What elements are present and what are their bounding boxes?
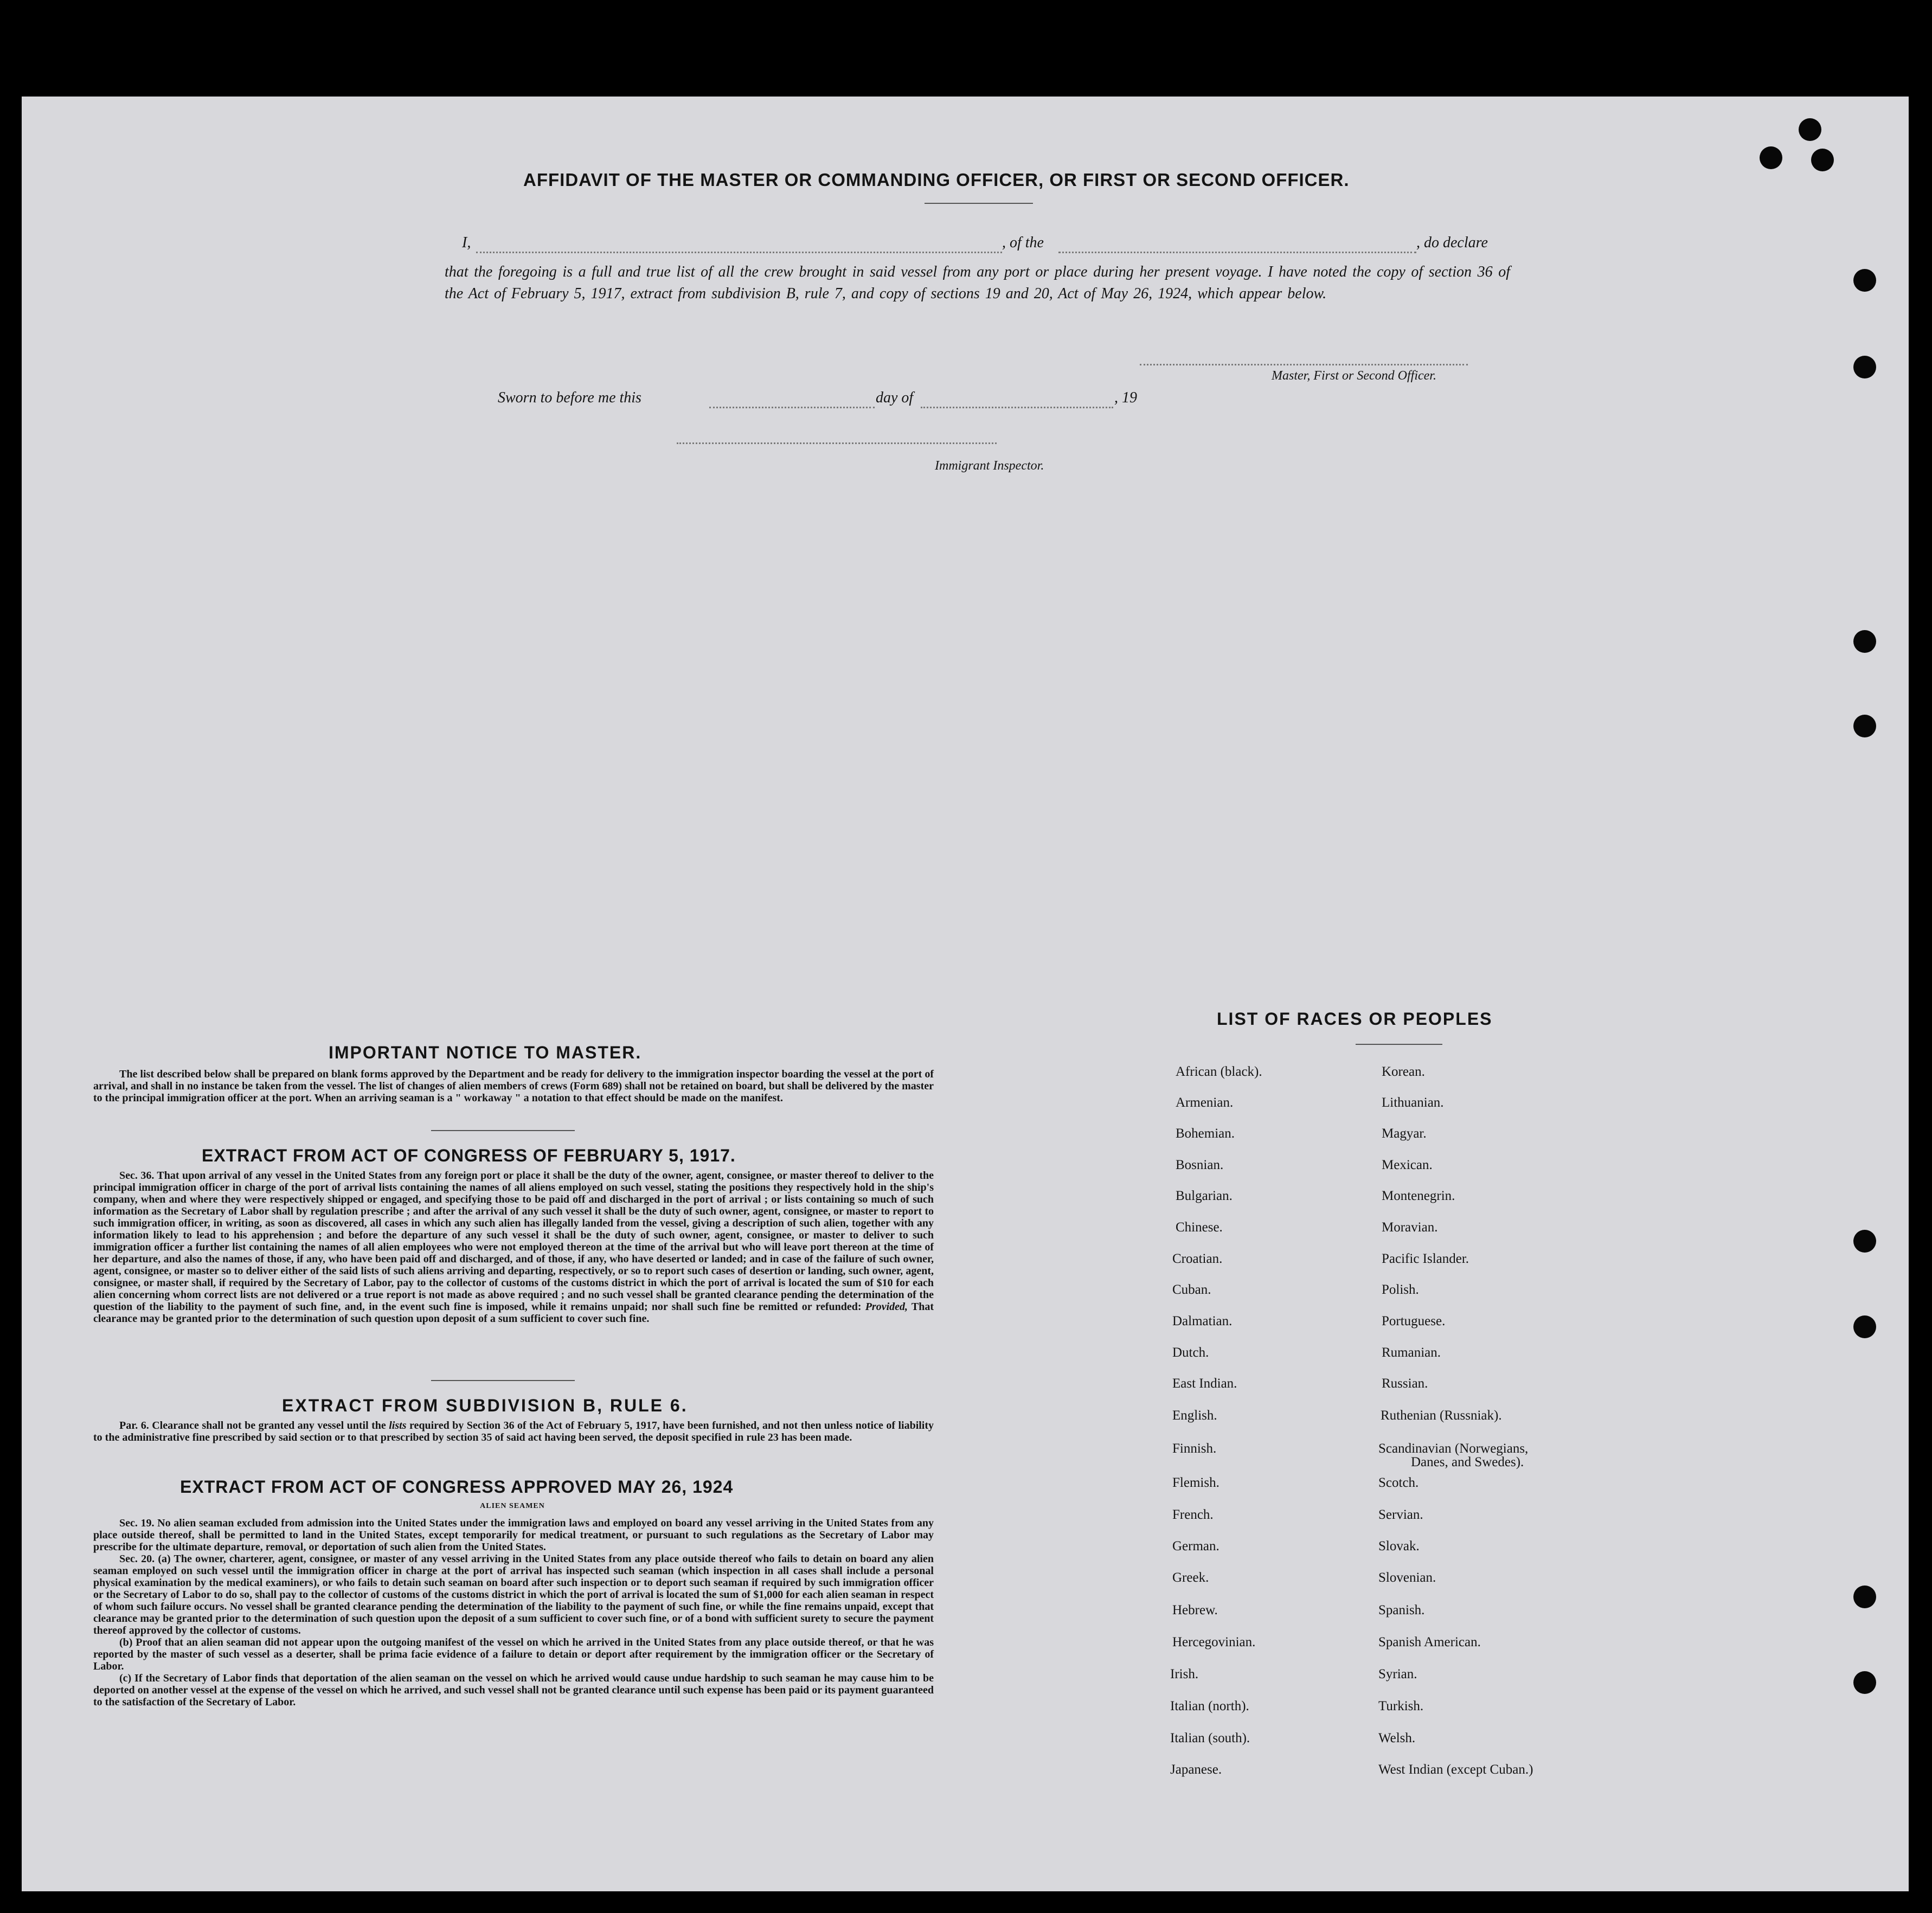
- sec-20-label: Sec. 20.: [119, 1553, 155, 1565]
- races-title: LIST OF RACES OR PEOPLES: [1217, 1009, 1493, 1029]
- race-item: Spanish.: [1378, 1603, 1425, 1617]
- sec-20a-text: (a) The owner, charterer, agent, consignee, or master of any vessel arriving in the United States from any place outside thereof who fails to detain on board any alien seaman employed on such vessel until the immigration officer in charge at the port of arrival has inspected such seaman (which inspection in all cases shall include a personal physical examination by the medical examiners), or who fails to detain such seaman on board after such inspection or to deport such seaman if required by such immigration officer or the Secretary of Labor to do so, shall pay to the collector of customs of the customs district in which the port of arrival is located the sum of $1,000 for each alien seaman in respect of whom such failure occurs. No vessel shall be granted clearance pending the determination of the liability to the payment of such fine, or while the fine remains unpaid, except that clearance may be granted prior to the determination of such question upon the deposit of a sum sufficient to cover such fine, or of a bond with sufficient surety to secure the payment thereof approved by the collector of customs.: [93, 1553, 934, 1636]
- race-item: Pacific Islander.: [1382, 1251, 1469, 1266]
- race-item: French.: [1172, 1507, 1214, 1522]
- race-item: African (black).: [1176, 1064, 1262, 1079]
- race-item: Lithuanian.: [1382, 1095, 1444, 1110]
- race-item: Slovak.: [1378, 1539, 1420, 1553]
- sec-20b-text: (b) Proof that an alien seaman did not appear upon the outgoing manifest of the vessel on which he arrived in the United States from any place outside thereof, or that he was reported by the master of such vessel as a deserter, shall be prima facie evidence of a failure to detain or deport after requirement by the immigration officer or the Secretary of Labor.: [93, 1636, 934, 1672]
- race-item: Polish.: [1382, 1282, 1419, 1297]
- race-item: Welsh.: [1378, 1731, 1416, 1745]
- race-item: Greek.: [1172, 1570, 1209, 1585]
- race-item: Bulgarian.: [1176, 1189, 1233, 1203]
- inspector-label: Immigrant Inspector.: [935, 459, 1044, 473]
- affidavit-declare-label: , do declare: [1416, 234, 1488, 251]
- race-item: East Indian.: [1172, 1376, 1237, 1391]
- divider: [1356, 1044, 1442, 1045]
- punch-hole: [1799, 118, 1821, 141]
- sworn-day-field[interactable]: [709, 407, 875, 408]
- affidavit-of-the-label: , of the: [1002, 234, 1044, 251]
- punch-hole: [1853, 356, 1876, 378]
- par-6-label: Par. 6.: [119, 1420, 149, 1431]
- race-item: Slovenian.: [1378, 1570, 1436, 1585]
- race-item: Syrian.: [1378, 1667, 1417, 1681]
- race-item: Montenegrin.: [1382, 1189, 1455, 1203]
- divider: [431, 1130, 575, 1131]
- race-item: Scotch.: [1378, 1475, 1419, 1490]
- punch-hole: [1853, 630, 1876, 653]
- extract-rule6-title: EXTRACT FROM SUBDIVISION B, RULE 6.: [282, 1396, 688, 1415]
- race-item: Dalmatian.: [1172, 1314, 1233, 1328]
- punch-hole: [1811, 149, 1834, 171]
- sec-20c-text: (c) If the Secretary of Labor finds that deportation of the alien seaman on the vessel on which he arrived would cause undue hardship to such seaman he may cause him to be deported on another vessel at the expense of the vessel on which he arrived, and such vessel shall not be granted clearance until such expense has been paid or its payment guaranteed to the satisfaction of the Secretary of Labor.: [93, 1672, 934, 1708]
- affidavit-i-label: I,: [462, 234, 471, 251]
- punch-hole: [1853, 1315, 1876, 1338]
- officer-signature-line[interactable]: [1140, 364, 1468, 365]
- race-item: Hercegovinian.: [1172, 1635, 1256, 1649]
- sworn-prefix: Sworn to before me this: [498, 389, 641, 406]
- race-item: Italian (south).: [1170, 1731, 1250, 1745]
- sec-19-text: No alien seaman excluded from admission into the United States under the immigration laws and employed on board any vessel arriving in the United States from any place outside thereof, shall be permitted to land in the United States, except temporarily for medical treatment, or pursuant to such regulations as the Secretary of Labor may prescribe for the ultimate departure, removal, or deportation of such alien from the United States.: [93, 1517, 934, 1553]
- proviso-label: Provided,: [865, 1301, 908, 1313]
- punch-hole: [1853, 1230, 1876, 1253]
- sworn-year: , 19: [1114, 389, 1137, 406]
- race-item: Flemish.: [1172, 1475, 1219, 1490]
- sec-36-text: That upon arrival of any vessel in the United States from any foreign port or place it shall be the duty of the owner, agent, consignee, or master thereof to deliver to the principal immigration officer in charge of the port of arrival lists containing the names of all aliens employed on such vessel, stating the positions they respectively hold in the ship's company, when and where they were respectively shipped or engaged, and specifying those to be paid off and discharged in the port of arrival ; or lists containing so much of such information as the Secretary of Labor shall by regulation prescribe ; and after the arrival of any such vessel it shall be the duty of such owner, agent, consignee, or master to report to such immigration officer, in writing, as soon as discovered, all cases in which any such alien has illegally landed from the vessel, giving a description of such alien, together with any information likely to lead to his apprehension ; and before the departure of any such vessel it shall be the duty of such owner, agent, consignee, or master to deliver to such immigration officer a further list containing the names of all alien employees who were not employed thereon at the time of the arrival but who will leave port thereon at the time of her departure, and also the names of those, if any, who have been paid off and discharged, and of those, if any, who have deserted or landed; and in case of the failure of such owner, agent, consignee, or master so to deliver either of the said lists of such aliens arriving and departing, respectively, or so to report such cases of desertion or landing, such owner, agent, consignee, or master shall, if required by the Secretary of Labor, pay to the collector of customs of the customs district in which the port of arrival is located the sum of $10 for each alien concerning whom correct lists are not delivered or a true report is not made as above required ; and no such vessel shall be granted clearance pending the determination of the question of the liability to the payment of such fine, and, in the event such fine is imposed, while it remains unpaid; nor shall such fine be remitted or refunded:: [93, 1170, 934, 1313]
- race-item: German.: [1172, 1539, 1219, 1553]
- extract-rule6-body: [93, 1420, 934, 1443]
- punch-hole: [1853, 715, 1876, 737]
- race-item: Turkish.: [1378, 1699, 1424, 1713]
- race-item: Magyar.: [1382, 1126, 1427, 1141]
- race-item: Rumanian.: [1382, 1345, 1441, 1360]
- divider: [431, 1380, 575, 1381]
- race-item: Portuguese.: [1382, 1314, 1446, 1328]
- race-item: Scandinavian (Norwegians,: [1378, 1441, 1529, 1456]
- race-item: Croatian.: [1172, 1251, 1223, 1266]
- race-item: Russian.: [1382, 1376, 1428, 1391]
- par-6-lists: lists: [389, 1420, 407, 1431]
- punch-hole: [1853, 1671, 1876, 1694]
- extract-1924-title: EXTRACT FROM ACT OF CONGRESS APPROVED MAY 26, 1924: [180, 1477, 734, 1497]
- race-item: Cuban.: [1172, 1282, 1211, 1297]
- proviso-text: That clearance may be granted prior to the determination of such question upon deposit of a sum sufficient to cover such fine.: [93, 1301, 934, 1325]
- divider: [925, 203, 1033, 204]
- extract-1917-body: [93, 1170, 934, 1325]
- sec-36-label: Sec. 36.: [119, 1170, 155, 1182]
- race-item: Servian.: [1378, 1507, 1423, 1522]
- race-item: Mexican.: [1382, 1158, 1433, 1172]
- race-item: Bohemian.: [1176, 1126, 1235, 1141]
- punch-hole: [1853, 1585, 1876, 1608]
- race-item: Danes, and Swedes).: [1411, 1455, 1524, 1469]
- affidavit-body: that the foregoing is a full and true list of all the crew brought in said vessel from any port or place during her present voyage. I have noted the copy of section 36 of the Act of February 5, 1917, extract from subdivision B, rule 7, and copy of sections 19 and 20, Act of May 26, 1924, which appear below.: [445, 264, 1510, 302]
- race-item: Japanese.: [1170, 1762, 1222, 1777]
- race-item: Hebrew.: [1172, 1603, 1218, 1617]
- officer-label: Master, First or Second Officer.: [1272, 369, 1436, 383]
- notice-text: The list described below shall be prepared on blank forms approved by the Department and be ready for delivery to the immigration inspector boarding the vessel at the port of arrival, and shall in no instance be taken from the vessel. The list of changes of alien members of crews (Form 689) shall not be retained on board, but shall be delivered by the master to the principal immigration officer at the port. When an arriving seaman is a " workaway " a notation to that effect should be made on the manifest.: [93, 1068, 934, 1104]
- extract-1917-title: EXTRACT FROM ACT OF CONGRESS OF FEBRUARY 5, 1917.: [202, 1146, 736, 1165]
- race-item: Dutch.: [1172, 1345, 1209, 1360]
- race-item: Korean.: [1382, 1064, 1425, 1079]
- notice-body: [93, 1068, 934, 1104]
- race-item: West Indian (except Cuban.): [1378, 1762, 1533, 1777]
- race-item: Finnish.: [1172, 1441, 1217, 1456]
- punch-hole: [1760, 146, 1782, 169]
- race-item: Ruthenian (Russniak).: [1381, 1408, 1502, 1423]
- race-item: Bosnian.: [1176, 1158, 1224, 1172]
- race-item: Chinese.: [1176, 1220, 1223, 1235]
- punch-hole: [1853, 269, 1876, 292]
- extract-1924-body: [93, 1517, 934, 1708]
- race-item: Spanish American.: [1378, 1635, 1481, 1649]
- par-6-text-a: Clearance shall not be granted any vessel until the: [152, 1420, 386, 1431]
- name-field[interactable]: [476, 252, 1002, 253]
- race-item: Moravian.: [1382, 1220, 1438, 1235]
- par-6-text-b: required by Section 36 of the Act of February 5, 1917, have been furnished, and not then unless notice of liability to the administrative fine prescribed by said section or to that prescribed by section 35 of said act having been served, the deposit specified in rule 23 has been made.: [93, 1420, 934, 1443]
- sec-19-label: Sec. 19.: [119, 1517, 155, 1529]
- extract-1924-subtitle: ALIEN SEAMEN: [480, 1502, 545, 1510]
- sworn-day-of: day of: [876, 389, 914, 406]
- sworn-month-field[interactable]: [921, 407, 1113, 408]
- vessel-field[interactable]: [1058, 252, 1416, 253]
- race-item: Italian (north).: [1170, 1699, 1249, 1713]
- form-sheet: [22, 97, 1909, 1891]
- race-item: Armenian.: [1176, 1095, 1234, 1110]
- inspector-signature-line[interactable]: [677, 442, 997, 444]
- notice-title: IMPORTANT NOTICE TO MASTER.: [329, 1043, 642, 1062]
- race-item: Irish.: [1170, 1667, 1199, 1681]
- race-item: English.: [1172, 1408, 1217, 1423]
- affidavit-title: AFFIDAVIT OF THE MASTER OR COMMANDING OFFICER, OR FIRST OR SECOND OFFICER.: [523, 170, 1350, 190]
